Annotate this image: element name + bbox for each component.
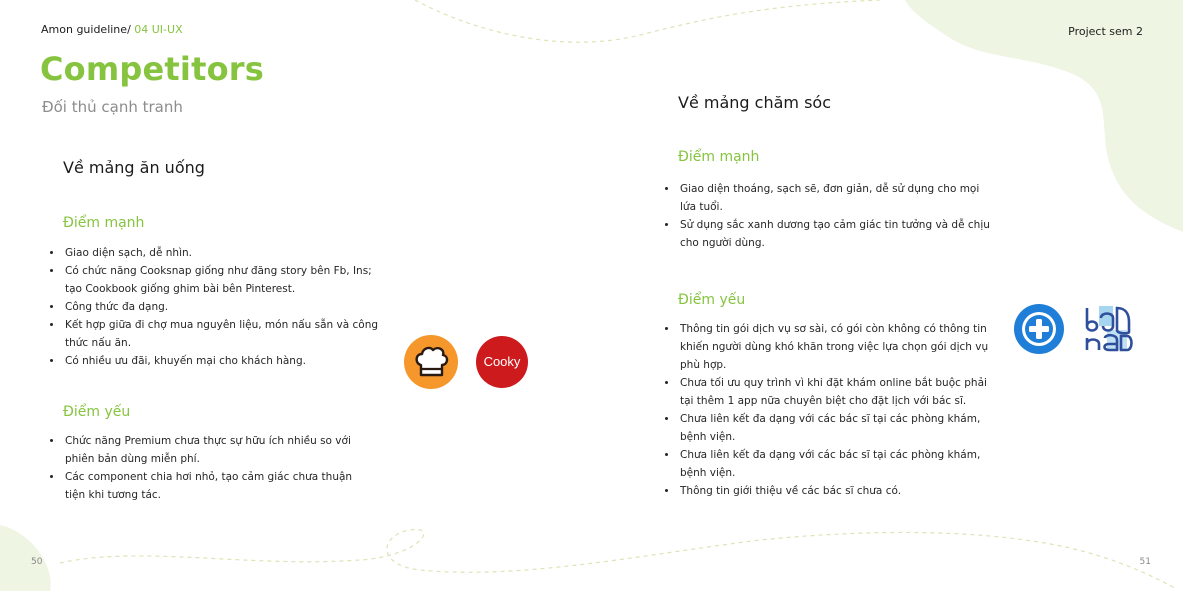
list-item: • Chưa liên kết đa dạng với các bác sĩ tại các phòng khám, bệnh viện. <box>678 446 992 482</box>
project-label: Project sem 2 <box>1068 25 1143 38</box>
list-item: • Có nhiều ưu đãi, khuyến mại cho khách hàng. <box>63 352 381 370</box>
medical-app-logo <box>1013 303 1065 359</box>
breadcrumb-separator: / <box>127 23 135 36</box>
care-section-heading: Về mảng chăm sóc <box>678 93 831 112</box>
care-strengths-list <box>665 180 990 252</box>
care-strengths-label: Điểm mạnh <box>678 149 760 165</box>
list-item: • Công thức đa dạng. <box>63 298 381 316</box>
food-strengths-list <box>50 244 381 370</box>
cooky-logo-text: Cooky <box>483 354 521 369</box>
food-weaknesses-label: Điểm yếu <box>63 404 131 420</box>
medical-plus-icon <box>1013 303 1065 355</box>
clinic-logo <box>1083 304 1135 358</box>
page-number-left: 50 <box>31 557 43 567</box>
top-dashed-curve <box>415 0 880 42</box>
list-item: • Các component chia hơi nhỏ, tạo cảm giác chưa thuận tiện khi tương tác. <box>63 468 363 504</box>
list-item: • Chức năng Premium chưa thực sự hữu ích nhiều so với phiên bản dùng miễn phí. <box>63 432 363 468</box>
clinic-monogram-icon <box>1083 304 1135 354</box>
list-item: • Có chức năng Cooksnap giống như đăng story bên Fb, Ins; tạo Cookbook giống ghim bài bên Pinterest. <box>63 262 381 298</box>
cooky-logo <box>476 336 528 392</box>
bottom-dashed-curve <box>60 529 1175 588</box>
list-item: • Chưa liên kết đa dạng với các bác sĩ tại các phòng khám, bệnh viện. <box>678 410 992 446</box>
list-item: • Thông tin gói dịch vụ sơ sài, có gói còn không có thông tin khiến người dùng khó khăn trong việc lựa chọn gói dịch vụ phù hợp. <box>678 320 992 374</box>
page-number-right: 51 <box>1139 557 1151 567</box>
cookpad-logo <box>404 335 458 393</box>
list-item: • Thông tin giới thiệu về các bác sĩ chưa có. <box>678 482 992 500</box>
breadcrumb <box>41 23 183 36</box>
list-item: • Chưa tối ưu quy trình vì khi đặt khám online bắt buộc phải tại thêm 1 app nữa chuyên biệt cho đặt lịch với bác sĩ. <box>678 374 992 410</box>
care-weaknesses-label: Điểm yếu <box>678 292 746 308</box>
food-strengths-label: Điểm mạnh <box>63 215 145 231</box>
bottom-left-blob <box>0 525 51 591</box>
breadcrumb-active: 04 UI-UX <box>134 23 183 36</box>
list-item: • Giao diện thoáng, sạch sẽ, đơn giản, dễ sử dụng cho mọi lứa tuổi. <box>678 180 990 216</box>
food-section-heading: Về mảng ăn uống <box>63 158 205 177</box>
page-title: Competitors <box>40 50 264 88</box>
page-subtitle: Đối thủ cạnh tranh <box>42 98 183 116</box>
list-item: • Sử dụng sắc xanh dương tạo cảm giác tin tưởng và dễ chịu cho người dùng. <box>678 216 990 252</box>
chef-hat-icon <box>404 335 458 389</box>
list-item: • Kết hợp giữa đi chợ mua nguyên liệu, món nấu sẵn và công thức nấu ăn. <box>63 316 381 352</box>
breadcrumb-main: Amon guideline <box>41 23 128 36</box>
food-weaknesses-list <box>50 432 363 504</box>
list-item: • Giao diện sạch, dễ nhìn. <box>63 244 381 262</box>
care-weaknesses-list <box>665 320 992 500</box>
